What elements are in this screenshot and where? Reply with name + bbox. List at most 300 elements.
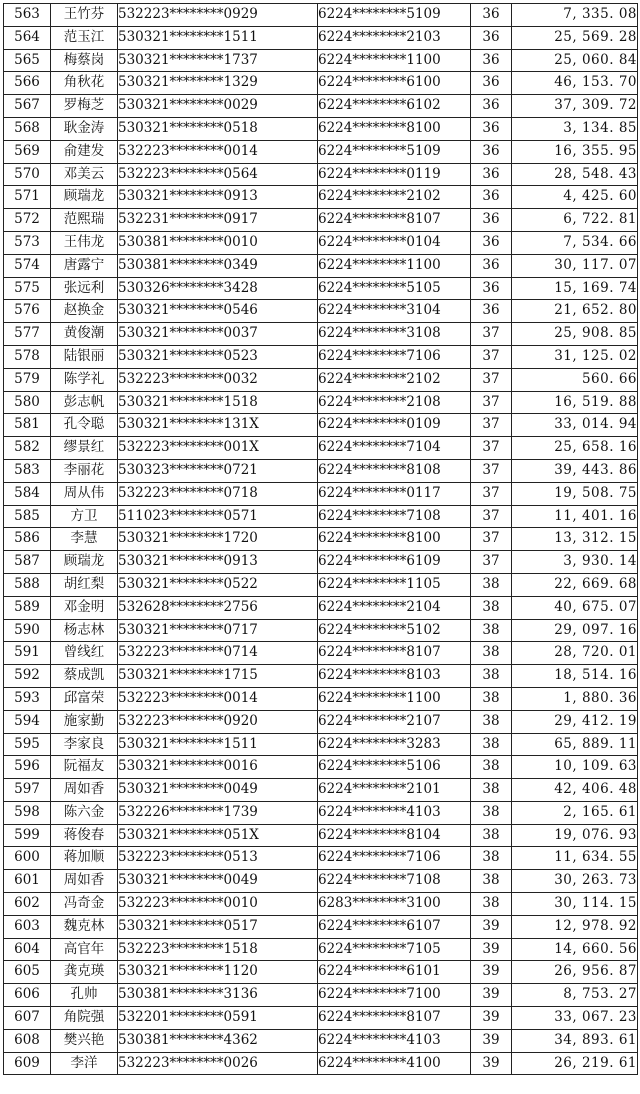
amount-cell: 30, 117. 07 bbox=[512, 254, 638, 277]
card-number-cell: 6224********7100 bbox=[318, 984, 471, 1007]
row-number-cell: 608 bbox=[4, 1029, 51, 1052]
table-row bbox=[4, 163, 638, 186]
person-name-cell: 俞建发 bbox=[51, 140, 118, 163]
amount-cell: 18, 514. 16 bbox=[512, 665, 638, 688]
person-name-cell: 冯奇金 bbox=[51, 893, 118, 916]
id-number-cell: 532223********0014 bbox=[118, 140, 318, 163]
card-number-cell: 6224********3104 bbox=[318, 300, 471, 323]
table-row bbox=[4, 893, 638, 916]
id-number-cell: 530321********0517 bbox=[118, 915, 318, 938]
id-number-cell: 530321********1518 bbox=[118, 391, 318, 414]
table-row bbox=[4, 573, 638, 596]
card-number-cell: 6224********0109 bbox=[318, 414, 471, 437]
card-number-cell: 6224********5106 bbox=[318, 756, 471, 779]
id-number-cell: 532223********0714 bbox=[118, 642, 318, 665]
table-row bbox=[4, 1007, 638, 1030]
amount-cell: 16, 355. 95 bbox=[512, 140, 638, 163]
table-row bbox=[4, 231, 638, 254]
person-name-cell: 王伟龙 bbox=[51, 231, 118, 254]
id-number-cell: 530321********1720 bbox=[118, 528, 318, 551]
months-cell: 37 bbox=[471, 528, 512, 551]
months-cell: 36 bbox=[471, 163, 512, 186]
row-number-cell: 586 bbox=[4, 528, 51, 551]
table-row bbox=[4, 459, 638, 482]
person-name-cell: 邓美云 bbox=[51, 163, 118, 186]
person-name-cell: 孔令聪 bbox=[51, 414, 118, 437]
row-number-cell: 574 bbox=[4, 254, 51, 277]
table-row bbox=[4, 209, 638, 232]
amount-cell: 3, 930. 14 bbox=[512, 551, 638, 574]
months-cell: 38 bbox=[471, 665, 512, 688]
row-number-cell: 591 bbox=[4, 642, 51, 665]
row-number-cell: 578 bbox=[4, 345, 51, 368]
person-name-cell: 范玉江 bbox=[51, 26, 118, 49]
amount-cell: 30, 114. 15 bbox=[512, 893, 638, 916]
months-cell: 39 bbox=[471, 938, 512, 961]
card-number-cell: 6224********2108 bbox=[318, 391, 471, 414]
id-number-cell: 532223********0920 bbox=[118, 710, 318, 733]
card-number-cell: 6224********2104 bbox=[318, 596, 471, 619]
amount-cell: 25, 060. 84 bbox=[512, 49, 638, 72]
amount-cell: 31, 125. 02 bbox=[512, 345, 638, 368]
amount-cell: 25, 658. 16 bbox=[512, 437, 638, 460]
card-number-cell: 6224********8107 bbox=[318, 209, 471, 232]
id-number-cell: 532628********2756 bbox=[118, 596, 318, 619]
card-number-cell: 6224********8107 bbox=[318, 1007, 471, 1030]
table-row bbox=[4, 277, 638, 300]
row-number-cell: 568 bbox=[4, 117, 51, 140]
id-number-cell: 530381********0349 bbox=[118, 254, 318, 277]
table-row bbox=[4, 26, 638, 49]
person-name-cell: 范熙瑞 bbox=[51, 209, 118, 232]
table-row bbox=[4, 528, 638, 551]
table-row bbox=[4, 482, 638, 505]
amount-cell: 22, 669. 68 bbox=[512, 573, 638, 596]
id-number-cell: 530381********3136 bbox=[118, 984, 318, 1007]
id-number-cell: 532223********0929 bbox=[118, 4, 318, 27]
id-number-cell: 530381********4362 bbox=[118, 1029, 318, 1052]
person-name-cell: 周如香 bbox=[51, 870, 118, 893]
person-name-cell: 邓金明 bbox=[51, 596, 118, 619]
id-number-cell: 532223********001X bbox=[118, 437, 318, 460]
data-table bbox=[3, 3, 638, 1075]
months-cell: 37 bbox=[471, 482, 512, 505]
table-row bbox=[4, 1029, 638, 1052]
table-row bbox=[4, 323, 638, 346]
person-name-cell: 罗梅芝 bbox=[51, 95, 118, 118]
table-row bbox=[4, 4, 638, 27]
amount-cell: 15, 169. 74 bbox=[512, 277, 638, 300]
person-name-cell: 耿金涛 bbox=[51, 117, 118, 140]
table-row bbox=[4, 437, 638, 460]
amount-cell: 12, 978. 92 bbox=[512, 915, 638, 938]
amount-cell: 28, 720. 01 bbox=[512, 642, 638, 665]
amount-cell: 33, 014. 94 bbox=[512, 414, 638, 437]
row-number-cell: 587 bbox=[4, 551, 51, 574]
amount-cell: 26, 219. 61 bbox=[512, 1052, 638, 1075]
amount-cell: 11, 401. 16 bbox=[512, 505, 638, 528]
id-number-cell: 530321********1511 bbox=[118, 733, 318, 756]
months-cell: 37 bbox=[471, 551, 512, 574]
table-row bbox=[4, 551, 638, 574]
amount-cell: 10, 109. 63 bbox=[512, 756, 638, 779]
card-number-cell: 6224********8103 bbox=[318, 665, 471, 688]
months-cell: 36 bbox=[471, 254, 512, 277]
table-row bbox=[4, 961, 638, 984]
table-row bbox=[4, 72, 638, 95]
person-name-cell: 王竹芬 bbox=[51, 4, 118, 27]
table-row bbox=[4, 779, 638, 802]
row-number-cell: 603 bbox=[4, 915, 51, 938]
months-cell: 36 bbox=[471, 231, 512, 254]
id-number-cell: 530321********1329 bbox=[118, 72, 318, 95]
card-number-cell: 6224********7106 bbox=[318, 847, 471, 870]
person-name-cell: 方卫 bbox=[51, 505, 118, 528]
amount-cell: 16, 519. 88 bbox=[512, 391, 638, 414]
row-number-cell: 592 bbox=[4, 665, 51, 688]
card-number-cell: 6224********7108 bbox=[318, 505, 471, 528]
amount-cell: 2, 165. 61 bbox=[512, 801, 638, 824]
card-number-cell: 6224********3108 bbox=[318, 323, 471, 346]
person-name-cell: 赵换金 bbox=[51, 300, 118, 323]
table-row bbox=[4, 1052, 638, 1075]
card-number-cell: 6224********6102 bbox=[318, 95, 471, 118]
row-number-cell: 590 bbox=[4, 619, 51, 642]
months-cell: 36 bbox=[471, 186, 512, 209]
amount-cell: 30, 263. 73 bbox=[512, 870, 638, 893]
row-number-cell: 589 bbox=[4, 596, 51, 619]
months-cell: 39 bbox=[471, 1007, 512, 1030]
row-number-cell: 566 bbox=[4, 72, 51, 95]
row-number-cell: 584 bbox=[4, 482, 51, 505]
table-row bbox=[4, 368, 638, 391]
months-cell: 38 bbox=[471, 642, 512, 665]
person-name-cell: 陆银丽 bbox=[51, 345, 118, 368]
months-cell: 38 bbox=[471, 733, 512, 756]
person-name-cell: 彭志帆 bbox=[51, 391, 118, 414]
card-number-cell: 6224********5102 bbox=[318, 619, 471, 642]
card-number-cell: 6224********2107 bbox=[318, 710, 471, 733]
table-row bbox=[4, 414, 638, 437]
row-number-cell: 572 bbox=[4, 209, 51, 232]
row-number-cell: 564 bbox=[4, 26, 51, 49]
row-number-cell: 598 bbox=[4, 801, 51, 824]
amount-cell: 33, 067. 23 bbox=[512, 1007, 638, 1030]
row-number-cell: 604 bbox=[4, 938, 51, 961]
id-number-cell: 530321********0522 bbox=[118, 573, 318, 596]
row-number-cell: 581 bbox=[4, 414, 51, 437]
id-number-cell: 532201********0591 bbox=[118, 1007, 318, 1030]
card-number-cell: 6224********5109 bbox=[318, 4, 471, 27]
amount-cell: 1, 880. 36 bbox=[512, 687, 638, 710]
row-number-cell: 593 bbox=[4, 687, 51, 710]
amount-cell: 4, 425. 60 bbox=[512, 186, 638, 209]
table-row bbox=[4, 801, 638, 824]
person-name-cell: 顾瑞龙 bbox=[51, 551, 118, 574]
table-row bbox=[4, 687, 638, 710]
person-name-cell: 梅蔡岗 bbox=[51, 49, 118, 72]
person-name-cell: 周从伟 bbox=[51, 482, 118, 505]
table-row bbox=[4, 117, 638, 140]
person-name-cell: 李慧 bbox=[51, 528, 118, 551]
amount-cell: 39, 443. 86 bbox=[512, 459, 638, 482]
table-body bbox=[4, 4, 638, 1075]
amount-cell: 40, 675. 07 bbox=[512, 596, 638, 619]
row-number-cell: 606 bbox=[4, 984, 51, 1007]
months-cell: 39 bbox=[471, 915, 512, 938]
amount-cell: 26, 956. 87 bbox=[512, 961, 638, 984]
row-number-cell: 582 bbox=[4, 437, 51, 460]
person-name-cell: 阮福友 bbox=[51, 756, 118, 779]
card-number-cell: 6224********8104 bbox=[318, 824, 471, 847]
person-name-cell: 唐露宁 bbox=[51, 254, 118, 277]
card-number-cell: 6283********3100 bbox=[318, 893, 471, 916]
person-name-cell: 缪景红 bbox=[51, 437, 118, 460]
id-number-cell: 530321********1737 bbox=[118, 49, 318, 72]
months-cell: 36 bbox=[471, 95, 512, 118]
table-row bbox=[4, 984, 638, 1007]
row-number-cell: 571 bbox=[4, 186, 51, 209]
id-number-cell: 530321********051X bbox=[118, 824, 318, 847]
months-cell: 39 bbox=[471, 984, 512, 1007]
row-number-cell: 577 bbox=[4, 323, 51, 346]
row-number-cell: 607 bbox=[4, 1007, 51, 1030]
card-number-cell: 6224********6109 bbox=[318, 551, 471, 574]
id-number-cell: 530326********3428 bbox=[118, 277, 318, 300]
id-number-cell: 532231********0917 bbox=[118, 209, 318, 232]
card-number-cell: 6224********7108 bbox=[318, 870, 471, 893]
table-row bbox=[4, 186, 638, 209]
id-number-cell: 511023********0571 bbox=[118, 505, 318, 528]
table-row bbox=[4, 505, 638, 528]
card-number-cell: 6224********7105 bbox=[318, 938, 471, 961]
table-row bbox=[4, 619, 638, 642]
months-cell: 36 bbox=[471, 277, 512, 300]
row-number-cell: 585 bbox=[4, 505, 51, 528]
card-number-cell: 6224********3283 bbox=[318, 733, 471, 756]
amount-cell: 65, 889. 11 bbox=[512, 733, 638, 756]
card-number-cell: 6224********8108 bbox=[318, 459, 471, 482]
months-cell: 36 bbox=[471, 4, 512, 27]
months-cell: 36 bbox=[471, 49, 512, 72]
person-name-cell: 魏克林 bbox=[51, 915, 118, 938]
months-cell: 38 bbox=[471, 870, 512, 893]
months-cell: 38 bbox=[471, 779, 512, 802]
months-cell: 36 bbox=[471, 26, 512, 49]
months-cell: 39 bbox=[471, 961, 512, 984]
months-cell: 37 bbox=[471, 368, 512, 391]
id-number-cell: 530323********0721 bbox=[118, 459, 318, 482]
row-number-cell: 575 bbox=[4, 277, 51, 300]
id-number-cell: 532223********0026 bbox=[118, 1052, 318, 1075]
table-row bbox=[4, 915, 638, 938]
table-row bbox=[4, 95, 638, 118]
row-number-cell: 600 bbox=[4, 847, 51, 870]
id-number-cell: 532223********0032 bbox=[118, 368, 318, 391]
months-cell: 38 bbox=[471, 893, 512, 916]
amount-cell: 29, 097. 16 bbox=[512, 619, 638, 642]
table-row bbox=[4, 391, 638, 414]
months-cell: 38 bbox=[471, 619, 512, 642]
months-cell: 38 bbox=[471, 756, 512, 779]
card-number-cell: 6224********6107 bbox=[318, 915, 471, 938]
months-cell: 36 bbox=[471, 140, 512, 163]
person-name-cell: 曾线红 bbox=[51, 642, 118, 665]
months-cell: 37 bbox=[471, 437, 512, 460]
table-row bbox=[4, 847, 638, 870]
id-number-cell: 530321********1715 bbox=[118, 665, 318, 688]
row-number-cell: 588 bbox=[4, 573, 51, 596]
amount-cell: 7, 335. 08 bbox=[512, 4, 638, 27]
id-number-cell: 532223********0513 bbox=[118, 847, 318, 870]
card-number-cell: 6224********7106 bbox=[318, 345, 471, 368]
row-number-cell: 583 bbox=[4, 459, 51, 482]
id-number-cell: 532223********0010 bbox=[118, 893, 318, 916]
months-cell: 38 bbox=[471, 847, 512, 870]
id-number-cell: 530321********0037 bbox=[118, 323, 318, 346]
card-number-cell: 6224********2101 bbox=[318, 779, 471, 802]
id-number-cell: 530321********0518 bbox=[118, 117, 318, 140]
id-number-cell: 532223********0564 bbox=[118, 163, 318, 186]
id-number-cell: 530321********0546 bbox=[118, 300, 318, 323]
row-number-cell: 576 bbox=[4, 300, 51, 323]
card-number-cell: 6224********1100 bbox=[318, 49, 471, 72]
months-cell: 36 bbox=[471, 300, 512, 323]
card-number-cell: 6224********7104 bbox=[318, 437, 471, 460]
amount-cell: 13, 312. 15 bbox=[512, 528, 638, 551]
id-number-cell: 530321********0029 bbox=[118, 95, 318, 118]
row-number-cell: 596 bbox=[4, 756, 51, 779]
id-number-cell: 532223********0718 bbox=[118, 482, 318, 505]
card-number-cell: 6224********4103 bbox=[318, 801, 471, 824]
months-cell: 36 bbox=[471, 117, 512, 140]
months-cell: 38 bbox=[471, 687, 512, 710]
id-number-cell: 532226********1739 bbox=[118, 801, 318, 824]
person-name-cell: 李丽花 bbox=[51, 459, 118, 482]
person-name-cell: 李洋 bbox=[51, 1052, 118, 1075]
person-name-cell: 陈六金 bbox=[51, 801, 118, 824]
id-number-cell: 530321********0049 bbox=[118, 870, 318, 893]
person-name-cell: 樊兴艳 bbox=[51, 1029, 118, 1052]
amount-cell: 3, 134. 85 bbox=[512, 117, 638, 140]
person-name-cell: 周如香 bbox=[51, 779, 118, 802]
person-name-cell: 龚克瑛 bbox=[51, 961, 118, 984]
row-number-cell: 605 bbox=[4, 961, 51, 984]
months-cell: 38 bbox=[471, 596, 512, 619]
table-row bbox=[4, 870, 638, 893]
person-name-cell: 角秋花 bbox=[51, 72, 118, 95]
amount-cell: 25, 908. 85 bbox=[512, 323, 638, 346]
amount-cell: 14, 660. 56 bbox=[512, 938, 638, 961]
table-row bbox=[4, 345, 638, 368]
table-row bbox=[4, 665, 638, 688]
card-number-cell: 6224********2102 bbox=[318, 186, 471, 209]
person-name-cell: 陈学礼 bbox=[51, 368, 118, 391]
person-name-cell: 顾瑞龙 bbox=[51, 186, 118, 209]
row-number-cell: 609 bbox=[4, 1052, 51, 1075]
id-number-cell: 532223********0014 bbox=[118, 687, 318, 710]
person-name-cell: 孔帅 bbox=[51, 984, 118, 1007]
months-cell: 38 bbox=[471, 573, 512, 596]
person-name-cell: 张远利 bbox=[51, 277, 118, 300]
id-number-cell: 530321********1120 bbox=[118, 961, 318, 984]
table-row bbox=[4, 733, 638, 756]
id-number-cell: 530321********0523 bbox=[118, 345, 318, 368]
row-number-cell: 565 bbox=[4, 49, 51, 72]
months-cell: 36 bbox=[471, 72, 512, 95]
card-number-cell: 6224********6101 bbox=[318, 961, 471, 984]
row-number-cell: 595 bbox=[4, 733, 51, 756]
row-number-cell: 569 bbox=[4, 140, 51, 163]
table-row bbox=[4, 49, 638, 72]
row-number-cell: 601 bbox=[4, 870, 51, 893]
person-name-cell: 胡红梨 bbox=[51, 573, 118, 596]
row-number-cell: 594 bbox=[4, 710, 51, 733]
id-number-cell: 530321********0913 bbox=[118, 186, 318, 209]
card-number-cell: 6224********0117 bbox=[318, 482, 471, 505]
amount-cell: 7, 534. 66 bbox=[512, 231, 638, 254]
id-number-cell: 530321********1511 bbox=[118, 26, 318, 49]
person-name-cell: 蒋俊春 bbox=[51, 824, 118, 847]
card-number-cell: 6224********2103 bbox=[318, 26, 471, 49]
months-cell: 37 bbox=[471, 505, 512, 528]
person-name-cell: 杨志林 bbox=[51, 619, 118, 642]
row-number-cell: 599 bbox=[4, 824, 51, 847]
table-row bbox=[4, 300, 638, 323]
id-number-cell: 530321********0913 bbox=[118, 551, 318, 574]
amount-cell: 29, 412. 19 bbox=[512, 710, 638, 733]
amount-cell: 28, 548. 43 bbox=[512, 163, 638, 186]
card-number-cell: 6224********6100 bbox=[318, 72, 471, 95]
person-name-cell: 施家勤 bbox=[51, 710, 118, 733]
amount-cell: 21, 652. 80 bbox=[512, 300, 638, 323]
amount-cell: 25, 569. 28 bbox=[512, 26, 638, 49]
id-number-cell: 530321********0016 bbox=[118, 756, 318, 779]
amount-cell: 11, 634. 55 bbox=[512, 847, 638, 870]
amount-cell: 8, 753. 27 bbox=[512, 984, 638, 1007]
amount-cell: 42, 406. 48 bbox=[512, 779, 638, 802]
card-number-cell: 6224********8100 bbox=[318, 117, 471, 140]
months-cell: 38 bbox=[471, 710, 512, 733]
id-number-cell: 530321********131X bbox=[118, 414, 318, 437]
id-number-cell: 530321********0717 bbox=[118, 619, 318, 642]
row-number-cell: 580 bbox=[4, 391, 51, 414]
row-number-cell: 570 bbox=[4, 163, 51, 186]
months-cell: 39 bbox=[471, 1029, 512, 1052]
card-number-cell: 6224********0104 bbox=[318, 231, 471, 254]
table-row bbox=[4, 824, 638, 847]
months-cell: 38 bbox=[471, 824, 512, 847]
amount-cell: 37, 309. 72 bbox=[512, 95, 638, 118]
card-number-cell: 6224********2102 bbox=[318, 368, 471, 391]
row-number-cell: 602 bbox=[4, 893, 51, 916]
table-row bbox=[4, 710, 638, 733]
amount-cell: 19, 508. 75 bbox=[512, 482, 638, 505]
row-number-cell: 573 bbox=[4, 231, 51, 254]
table-row bbox=[4, 938, 638, 961]
card-number-cell: 6224********5105 bbox=[318, 277, 471, 300]
amount-cell: 46, 153. 70 bbox=[512, 72, 638, 95]
card-number-cell: 6224********4100 bbox=[318, 1052, 471, 1075]
person-name-cell: 角院强 bbox=[51, 1007, 118, 1030]
person-name-cell: 李家良 bbox=[51, 733, 118, 756]
row-number-cell: 597 bbox=[4, 779, 51, 802]
months-cell: 37 bbox=[471, 345, 512, 368]
person-name-cell: 邱富荣 bbox=[51, 687, 118, 710]
amount-cell: 34, 893. 61 bbox=[512, 1029, 638, 1052]
months-cell: 37 bbox=[471, 459, 512, 482]
table-row bbox=[4, 642, 638, 665]
